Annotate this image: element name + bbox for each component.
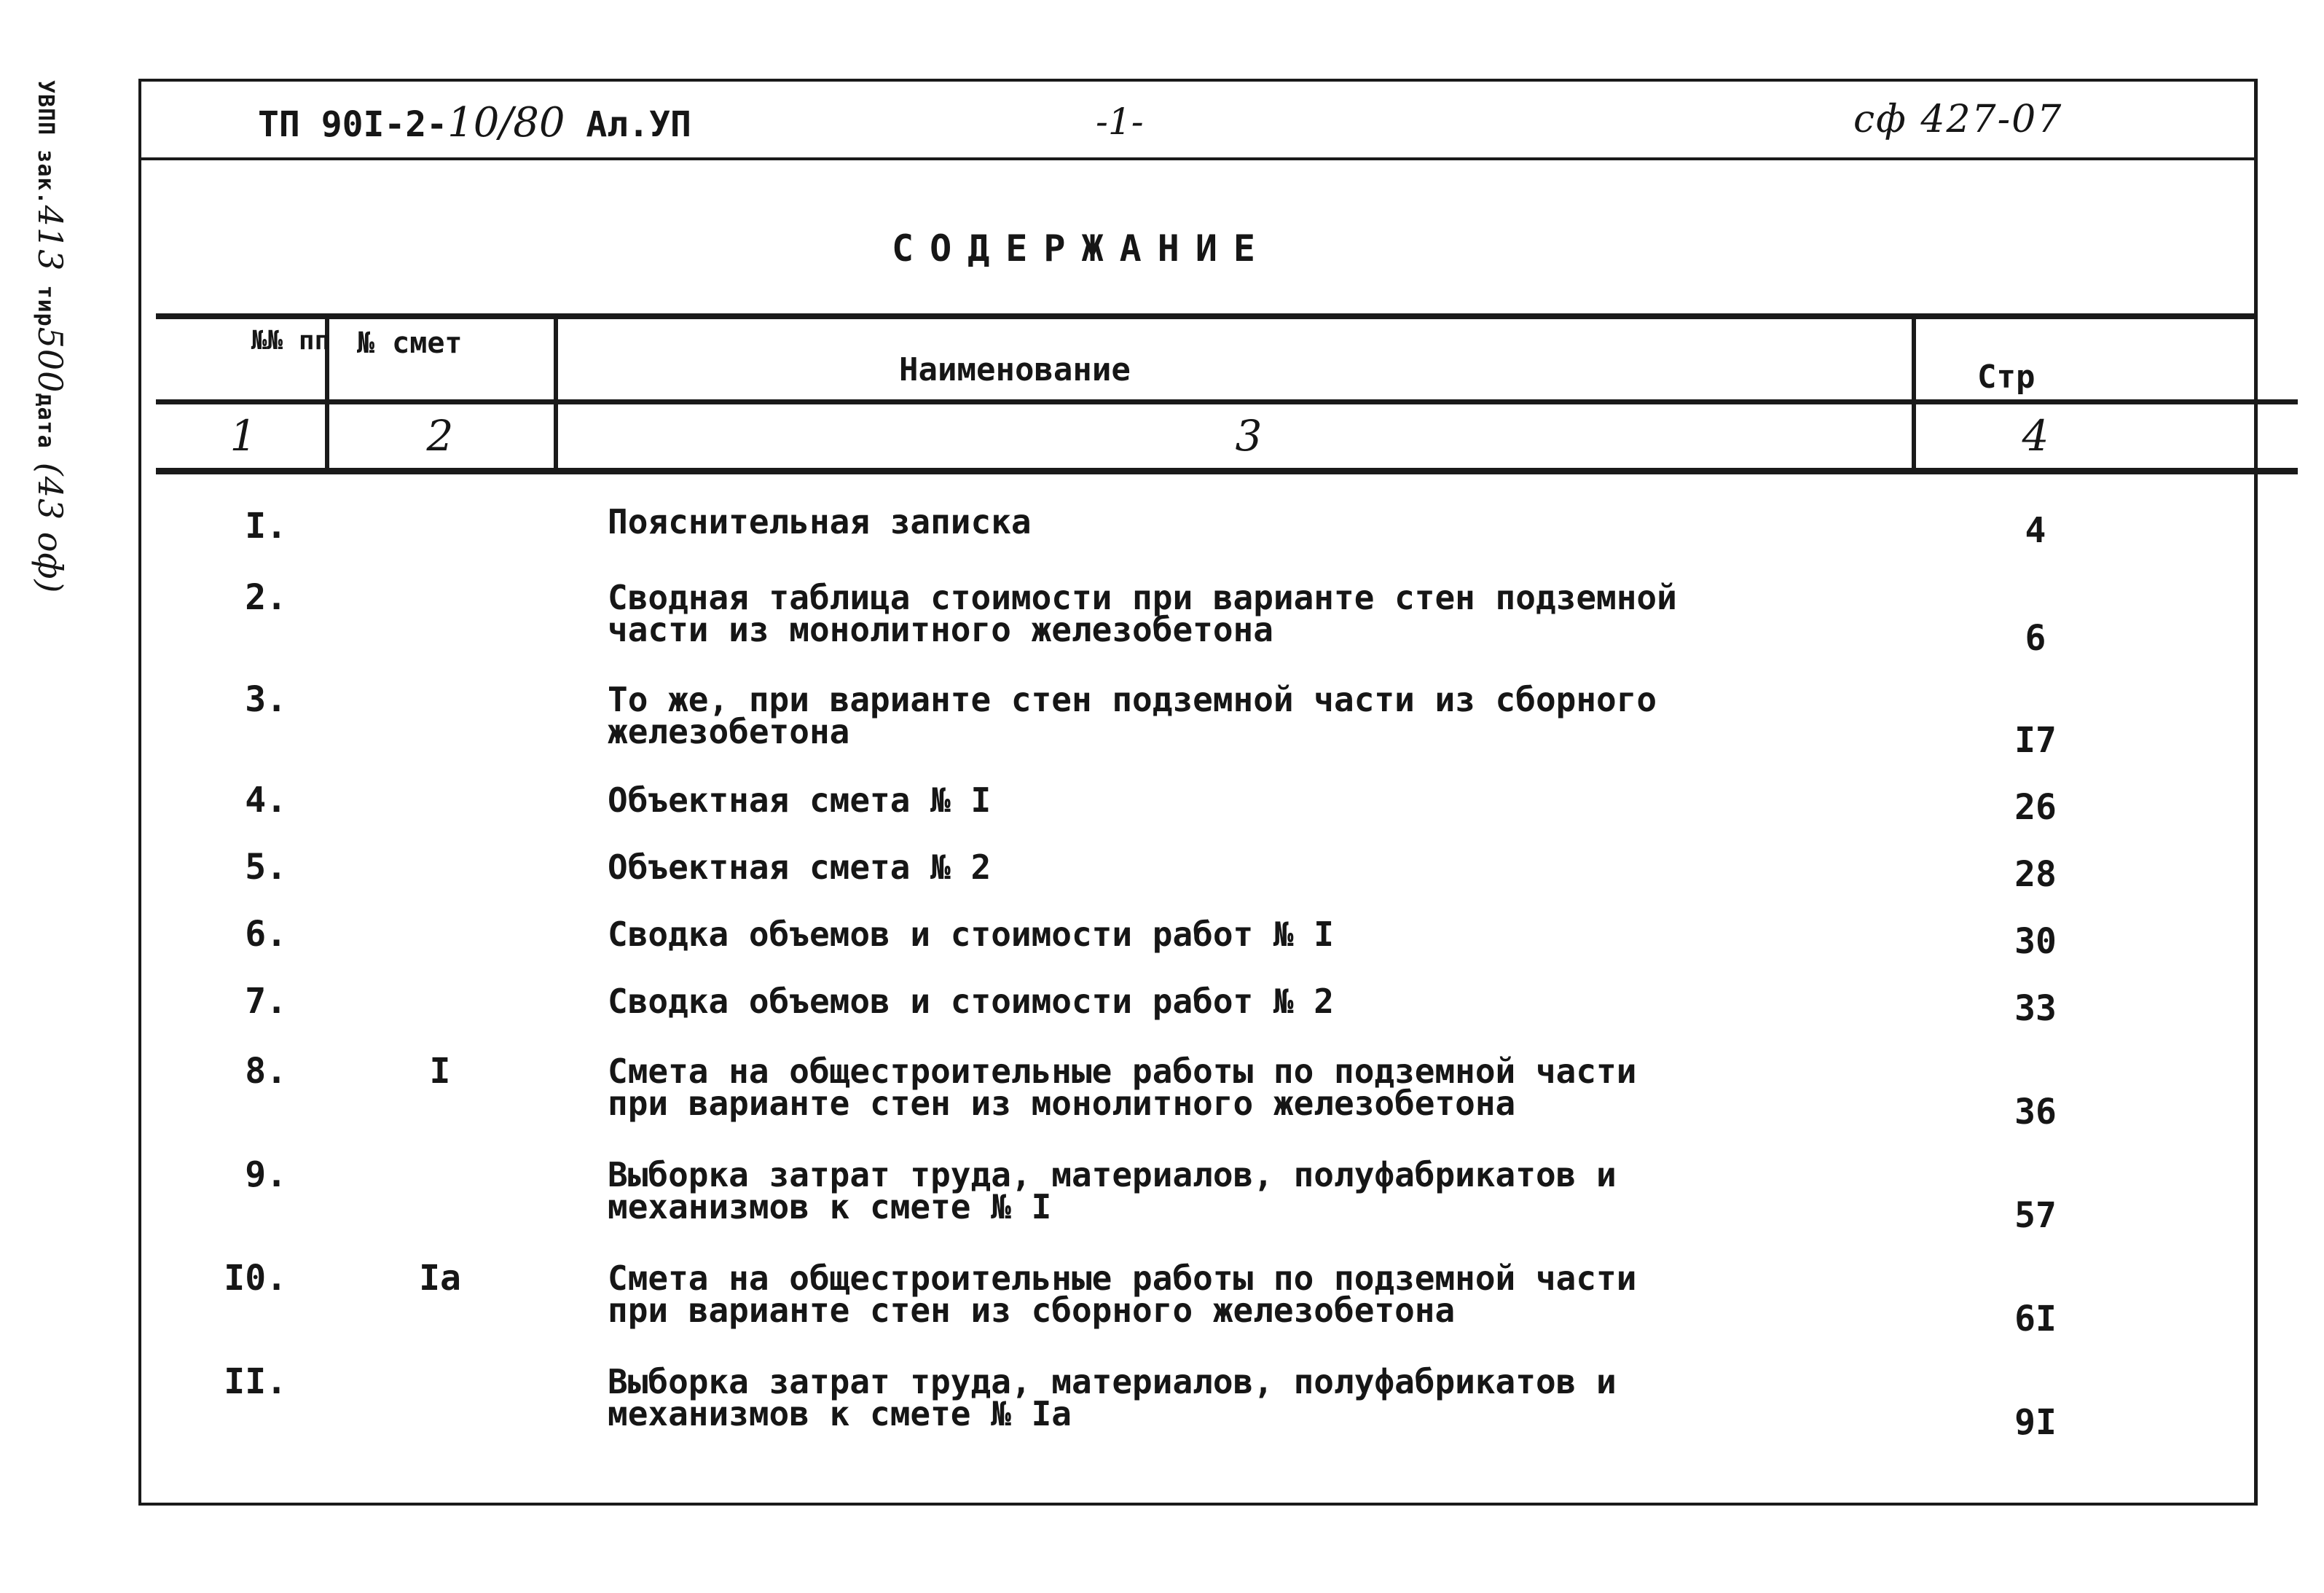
row-number: 8. xyxy=(245,1051,287,1092)
col-number-4: 4 xyxy=(2022,411,2049,461)
row-number: 4. xyxy=(245,780,287,821)
stamp-prefix: УВПП зак. xyxy=(33,80,58,206)
row-name: Пояснительная записка xyxy=(608,502,1032,541)
page-number: -1- xyxy=(1096,101,1144,143)
code-suffix: Ал.УП xyxy=(565,104,691,145)
row-page: 57 xyxy=(2014,1195,2057,1236)
header-row-number: №№ пп xyxy=(251,326,331,356)
col-number-3: 3 xyxy=(1235,411,1263,461)
row-estimate: Iа xyxy=(419,1258,461,1299)
row-number: 5. xyxy=(245,847,287,888)
row-page: 26 xyxy=(2014,787,2057,828)
row-name: Смета на общестроительные работы по подземной части при варианте стен из сборного железобетона xyxy=(608,1259,1637,1330)
table-body-rule xyxy=(156,468,2298,474)
row-page: 36 xyxy=(2014,1092,2057,1132)
sheet-code: сф 427-07 xyxy=(1853,98,2063,141)
table-header-rule xyxy=(156,399,2298,404)
row-number: 6. xyxy=(245,914,287,955)
header-name: Наименование xyxy=(899,351,1131,388)
row-estimate: I xyxy=(429,1051,451,1092)
row-page: 33 xyxy=(2014,988,2057,1029)
row-number: 3. xyxy=(245,679,287,720)
col-divider-3 xyxy=(1912,313,1916,474)
stamp-note: (43 оф) xyxy=(31,462,70,594)
header-divider xyxy=(141,157,2254,160)
row-page: 30 xyxy=(2014,921,2057,962)
page-frame xyxy=(138,79,2258,1506)
table-top-rule xyxy=(156,313,2254,319)
row-name: Смета на общестроительные работы по подземной части при варианте стен из монолитного железобетона xyxy=(608,1052,1637,1123)
row-name: То же, при варианте стен подземной части из сборного железобетона xyxy=(608,680,1657,751)
page-title: СОДЕРЖАНИЕ xyxy=(892,227,1272,270)
code-handwritten: 10/80 xyxy=(447,99,565,146)
row-page: 28 xyxy=(2014,854,2057,895)
row-name: Выборка затрат труда, материалов, полуфабрикатов и механизмов к смете № I xyxy=(608,1155,1617,1226)
stamp-mid: тир xyxy=(33,285,58,327)
row-page: I7 xyxy=(2014,720,2057,761)
row-name: Выборка затрат труда, материалов, полуфабрикатов и механизмов к смете № Iа xyxy=(608,1362,1617,1433)
stamp-order-no: 413 xyxy=(31,205,70,272)
row-number: 7. xyxy=(245,981,287,1022)
col-number-2: 2 xyxy=(426,411,454,461)
header-estimate-number: № смет xyxy=(357,326,463,360)
code-prefix: ТП 90I-2- xyxy=(258,104,448,145)
document-code xyxy=(258,99,691,146)
row-number: I. xyxy=(245,506,287,547)
row-number: 9. xyxy=(245,1154,287,1195)
row-page: 6 xyxy=(2025,618,2046,659)
col-divider-2 xyxy=(554,313,558,474)
print-stamp xyxy=(31,80,70,594)
row-number: II. xyxy=(224,1361,287,1402)
col-number-1: 1 xyxy=(229,411,257,461)
row-page: 4 xyxy=(2025,510,2046,551)
row-name: Сводка объемов и стоимости работ № 2 xyxy=(608,982,1334,1021)
row-number: 2. xyxy=(245,577,287,618)
row-number: I0. xyxy=(224,1258,287,1299)
stamp-copies: 500 xyxy=(31,326,70,394)
stamp-suffix: дата xyxy=(33,393,58,449)
row-page: 9I xyxy=(2014,1402,2057,1443)
row-page: 6I xyxy=(2014,1299,2057,1339)
row-name: Объектная смета № I xyxy=(608,780,992,820)
row-name: Сводка объемов и стоимости работ № I xyxy=(608,915,1334,954)
header-page: Стр xyxy=(1977,359,2036,396)
row-name: Сводная таблица стоимости при варианте стен подземной части из монолитного железобетона xyxy=(608,578,1677,649)
row-name: Объектная смета № 2 xyxy=(608,848,992,887)
